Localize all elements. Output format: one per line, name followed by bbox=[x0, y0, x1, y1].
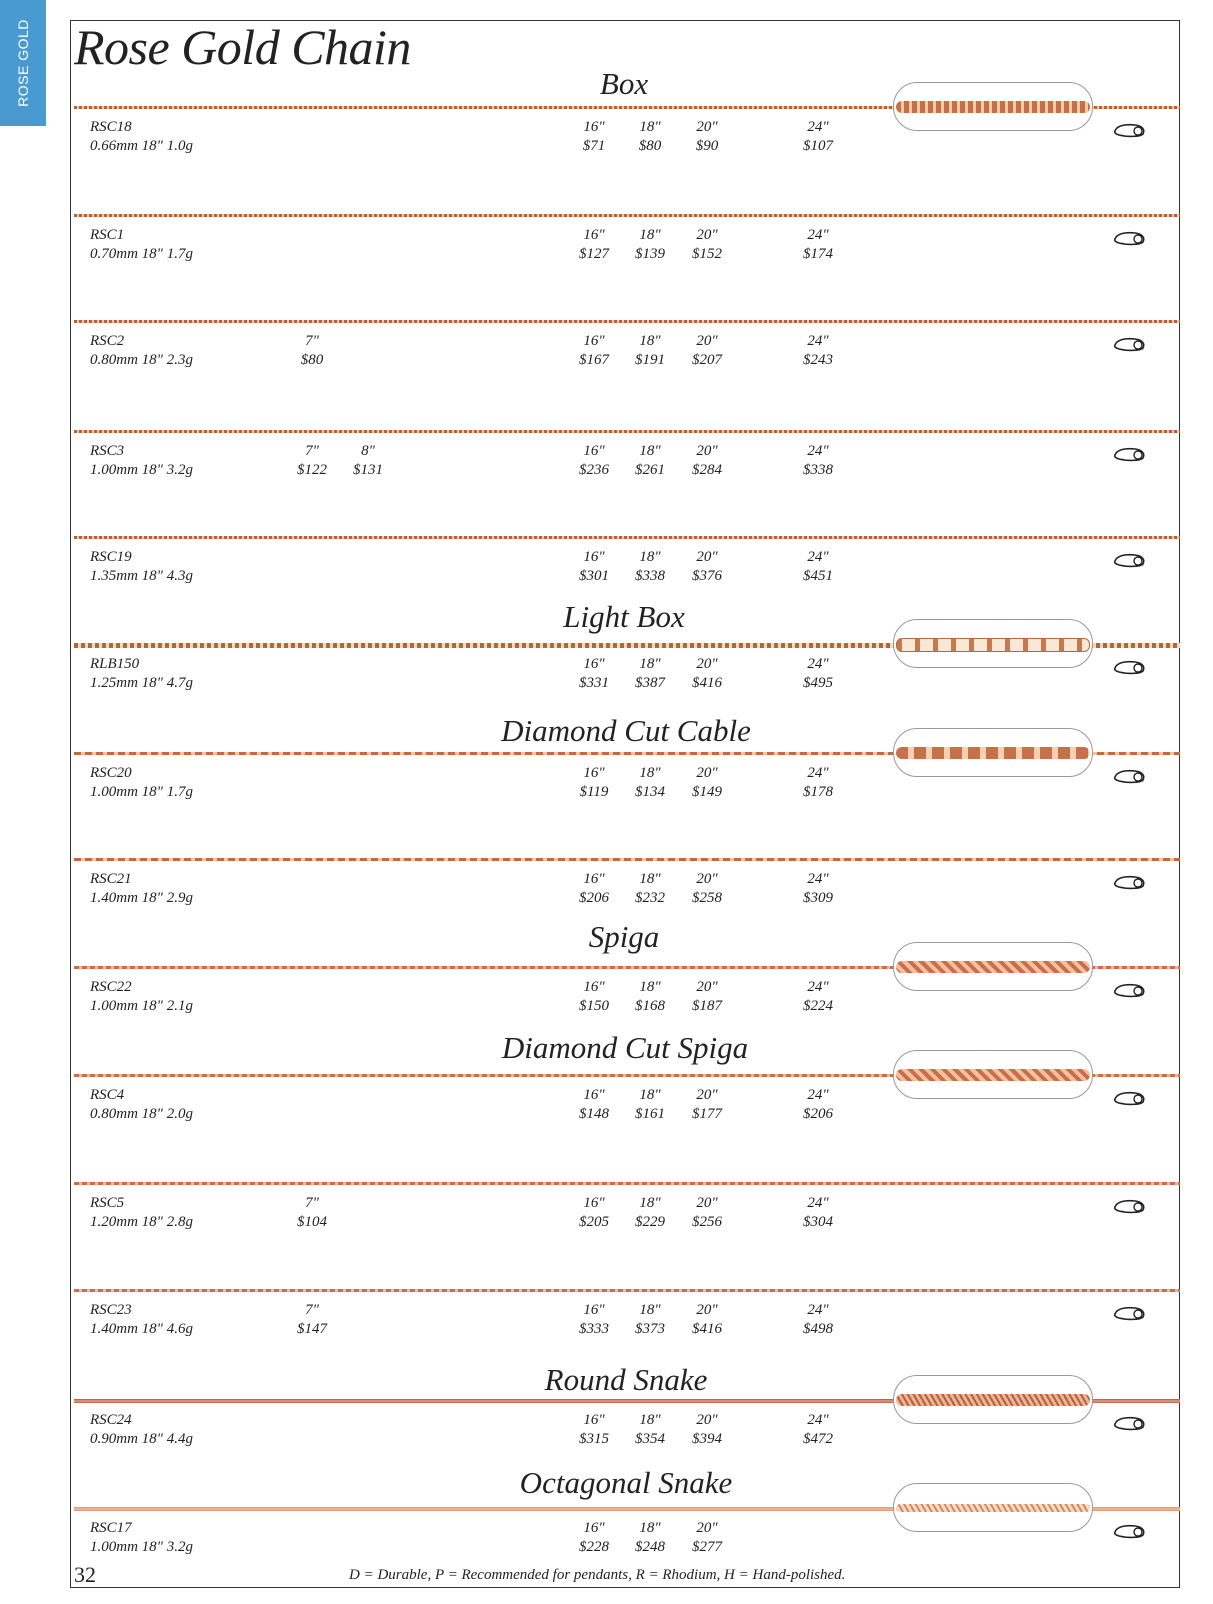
price-value: $376 bbox=[692, 568, 722, 584]
product-specs: 1.40mm 18" 4.6g bbox=[90, 1321, 193, 1337]
product-code: RSC24 bbox=[90, 1412, 132, 1428]
product-info bbox=[90, 548, 193, 586]
price-cell bbox=[622, 1519, 678, 1557]
price-value: $167 bbox=[579, 352, 609, 368]
length-label: 24" bbox=[807, 1412, 829, 1428]
length-label: 18" bbox=[639, 871, 661, 887]
price-cell bbox=[622, 1086, 678, 1124]
product-info bbox=[90, 655, 193, 693]
price-cell bbox=[790, 978, 846, 1016]
lobster-clasp-icon bbox=[1113, 874, 1147, 890]
clasp-ring bbox=[1134, 1203, 1142, 1211]
chain-closeup-icon bbox=[893, 728, 1093, 777]
clasp-ring bbox=[1134, 451, 1142, 459]
price-cell bbox=[679, 442, 735, 480]
price-cell bbox=[679, 1086, 735, 1124]
chain-closeup-icon bbox=[893, 619, 1093, 668]
clasp-ring bbox=[1134, 987, 1142, 995]
price-value: $277 bbox=[692, 1539, 722, 1555]
product-info bbox=[90, 1519, 193, 1557]
price-cell bbox=[679, 1301, 735, 1339]
product-code: RSC23 bbox=[90, 1302, 132, 1318]
price-value: $333 bbox=[579, 1321, 609, 1337]
product-info bbox=[90, 1194, 193, 1232]
price-value: $228 bbox=[579, 1539, 609, 1555]
length-label: 24" bbox=[807, 227, 829, 243]
lobster-clasp-icon bbox=[1113, 552, 1147, 568]
chain-strand bbox=[74, 858, 1180, 861]
price-cell bbox=[566, 332, 622, 370]
price-cell bbox=[790, 548, 846, 586]
price-value: $258 bbox=[692, 890, 722, 906]
length-label: 16" bbox=[583, 549, 605, 565]
length-label: 24" bbox=[807, 119, 829, 135]
lobster-clasp-icon bbox=[1113, 982, 1147, 998]
product-code: RSC19 bbox=[90, 549, 132, 565]
clasp-ring bbox=[1134, 341, 1142, 349]
price-value: $261 bbox=[635, 462, 665, 478]
length-label: 7" bbox=[305, 333, 319, 349]
length-label: 20" bbox=[696, 1412, 718, 1428]
price-value: $104 bbox=[297, 1214, 327, 1230]
product-specs: 0.80mm 18" 2.0g bbox=[90, 1106, 193, 1122]
price-cell bbox=[622, 1194, 678, 1232]
price-cell bbox=[566, 548, 622, 586]
price-cell bbox=[622, 442, 678, 480]
length-label: 20" bbox=[696, 1195, 718, 1211]
price-value: $232 bbox=[635, 890, 665, 906]
length-label: 20" bbox=[696, 333, 718, 349]
product-code: RSC22 bbox=[90, 979, 132, 995]
product-info bbox=[90, 1086, 193, 1124]
price-cell bbox=[566, 1086, 622, 1124]
section-tab bbox=[0, 0, 46, 126]
chain-closeup-icon bbox=[893, 1375, 1093, 1424]
chain-closeup-links bbox=[896, 1504, 1090, 1512]
price-value: $338 bbox=[803, 462, 833, 478]
chain-closeup-icon bbox=[893, 82, 1093, 131]
price-value: $472 bbox=[803, 1431, 833, 1447]
price-cell bbox=[566, 1301, 622, 1339]
length-label: 20" bbox=[696, 1302, 718, 1318]
price-cell bbox=[790, 764, 846, 802]
price-value: $168 bbox=[635, 998, 665, 1014]
length-label: 20" bbox=[696, 656, 718, 672]
length-label: 7" bbox=[305, 1195, 319, 1211]
price-value: $161 bbox=[635, 1106, 665, 1122]
chain-strand bbox=[74, 1289, 1180, 1292]
price-cell bbox=[566, 764, 622, 802]
price-cell bbox=[622, 1411, 678, 1449]
clasp-ring bbox=[1134, 127, 1142, 135]
price-value: $304 bbox=[803, 1214, 833, 1230]
chain-closeup-icon bbox=[893, 1483, 1093, 1532]
clasp-ring bbox=[1134, 773, 1142, 781]
length-label: 18" bbox=[639, 765, 661, 781]
section-heading-octagonal-snake: Octagonal Snake bbox=[519, 1465, 733, 1500]
price-value: $354 bbox=[635, 1431, 665, 1447]
price-value: $71 bbox=[582, 138, 606, 154]
price-cell bbox=[790, 1086, 846, 1124]
chain-strand bbox=[74, 320, 1180, 323]
length-label: 16" bbox=[583, 765, 605, 781]
product-specs: 0.90mm 18" 4.4g bbox=[90, 1431, 193, 1447]
length-label: 16" bbox=[583, 1087, 605, 1103]
lobster-clasp-icon bbox=[1113, 1090, 1147, 1106]
product-specs: 0.80mm 18" 2.3g bbox=[90, 352, 193, 368]
length-label: 24" bbox=[807, 656, 829, 672]
price-value: $122 bbox=[297, 462, 327, 478]
length-label: 24" bbox=[807, 333, 829, 349]
clasp-ring bbox=[1134, 557, 1142, 565]
length-label: 18" bbox=[639, 443, 661, 459]
lobster-clasp-icon bbox=[1113, 122, 1147, 138]
price-cell bbox=[566, 978, 622, 1016]
price-value: $149 bbox=[692, 784, 722, 800]
price-cell bbox=[679, 118, 735, 156]
price-value: $207 bbox=[692, 352, 722, 368]
chain-strand bbox=[74, 214, 1180, 217]
price-cell bbox=[679, 764, 735, 802]
length-label: 16" bbox=[583, 119, 605, 135]
length-label: 18" bbox=[639, 1520, 661, 1536]
price-value: $178 bbox=[803, 784, 833, 800]
section-heading-box: Box bbox=[599, 66, 649, 101]
price-cell bbox=[622, 332, 678, 370]
length-label: 24" bbox=[807, 871, 829, 887]
product-info bbox=[90, 226, 193, 264]
product-specs: 1.00mm 18" 3.2g bbox=[90, 462, 193, 478]
price-cell bbox=[790, 1411, 846, 1449]
price-cell bbox=[284, 1194, 340, 1232]
clasp-ring bbox=[1134, 235, 1142, 243]
product-specs: 1.40mm 18" 2.9g bbox=[90, 890, 193, 906]
price-value: $394 bbox=[692, 1431, 722, 1447]
price-cell bbox=[566, 118, 622, 156]
tab-label: ROSE GOLD bbox=[15, 19, 31, 107]
price-value: $119 bbox=[579, 784, 609, 800]
length-label: 24" bbox=[807, 549, 829, 565]
price-cell bbox=[790, 118, 846, 156]
length-label: 16" bbox=[583, 227, 605, 243]
price-cell bbox=[566, 655, 622, 693]
length-label: 8" bbox=[361, 443, 375, 459]
price-cell bbox=[622, 764, 678, 802]
length-label: 18" bbox=[639, 227, 661, 243]
length-label: 20" bbox=[696, 1520, 718, 1536]
price-value: $498 bbox=[803, 1321, 833, 1337]
length-label: 16" bbox=[583, 1302, 605, 1318]
length-label: 20" bbox=[696, 227, 718, 243]
length-label: 24" bbox=[807, 443, 829, 459]
clasp-ring bbox=[1134, 1095, 1142, 1103]
length-label: 20" bbox=[696, 765, 718, 781]
legend-footnote: D = Durable, P = Recommended for pendants, R = Rhodium, H = Hand-polished. bbox=[349, 1567, 846, 1583]
length-label: 16" bbox=[583, 979, 605, 995]
price-value: $107 bbox=[803, 138, 833, 154]
price-value: $331 bbox=[579, 675, 609, 691]
lobster-clasp-icon bbox=[1113, 768, 1147, 784]
length-label: 18" bbox=[639, 656, 661, 672]
product-code: RSC2 bbox=[90, 333, 125, 349]
price-value: $127 bbox=[579, 246, 609, 262]
price-cell bbox=[566, 870, 622, 908]
product-info bbox=[90, 978, 193, 1016]
length-label: 20" bbox=[696, 871, 718, 887]
price-value: $90 bbox=[695, 138, 719, 154]
product-code: RSC21 bbox=[90, 871, 132, 887]
price-cell bbox=[622, 655, 678, 693]
product-code: RSC1 bbox=[90, 227, 125, 243]
price-value: $150 bbox=[579, 998, 609, 1014]
lobster-clasp-icon bbox=[1113, 659, 1147, 675]
length-label: 20" bbox=[696, 1087, 718, 1103]
lobster-clasp-icon bbox=[1113, 336, 1147, 352]
price-cell bbox=[566, 226, 622, 264]
price-cell bbox=[622, 548, 678, 586]
chain-closeup-icon bbox=[893, 942, 1093, 991]
price-cell bbox=[622, 226, 678, 264]
price-value: $80 bbox=[300, 352, 324, 368]
price-cell bbox=[679, 978, 735, 1016]
length-label: 16" bbox=[583, 1412, 605, 1428]
product-code: RSC20 bbox=[90, 765, 132, 781]
chain-closeup-links bbox=[896, 747, 1090, 759]
product-code: RSC4 bbox=[90, 1087, 125, 1103]
length-label: 18" bbox=[639, 1302, 661, 1318]
price-value: $80 bbox=[638, 138, 662, 154]
price-value: $147 bbox=[297, 1321, 327, 1337]
product-code: RLB150 bbox=[90, 656, 140, 672]
length-label: 24" bbox=[807, 1302, 829, 1318]
price-cell bbox=[622, 118, 678, 156]
price-value: $187 bbox=[692, 998, 722, 1014]
clasp-ring bbox=[1134, 879, 1142, 887]
length-label: 18" bbox=[639, 1195, 661, 1211]
price-cell bbox=[679, 1194, 735, 1232]
product-specs: 1.00mm 18" 2.1g bbox=[90, 998, 193, 1014]
section-heading-spiga: Spiga bbox=[588, 919, 660, 954]
price-cell bbox=[679, 1519, 735, 1557]
price-cell bbox=[679, 548, 735, 586]
price-value: $229 bbox=[635, 1214, 665, 1230]
price-value: $174 bbox=[803, 246, 833, 262]
lobster-clasp-icon bbox=[1113, 1305, 1147, 1321]
product-specs: 1.25mm 18" 4.7g bbox=[90, 675, 193, 691]
length-label: 20" bbox=[696, 979, 718, 995]
page-number: 32 bbox=[74, 1562, 96, 1587]
price-cell bbox=[679, 226, 735, 264]
price-value: $191 bbox=[635, 352, 665, 368]
product-info bbox=[90, 764, 193, 802]
price-value: $315 bbox=[579, 1431, 609, 1447]
length-label: 24" bbox=[807, 1195, 829, 1211]
length-label: 20" bbox=[696, 119, 718, 135]
length-label: 16" bbox=[583, 443, 605, 459]
length-label: 20" bbox=[696, 443, 718, 459]
price-cell bbox=[679, 870, 735, 908]
product-code: RSC17 bbox=[90, 1520, 132, 1536]
length-label: 18" bbox=[639, 333, 661, 349]
chain-strand bbox=[74, 536, 1180, 539]
price-value: $301 bbox=[579, 568, 609, 584]
price-value: $373 bbox=[635, 1321, 665, 1337]
clasp-ring bbox=[1134, 1528, 1142, 1536]
chain-closeup-links bbox=[896, 1394, 1090, 1406]
lobster-clasp-icon bbox=[1113, 1523, 1147, 1539]
length-label: 18" bbox=[639, 119, 661, 135]
clasp-ring bbox=[1134, 1310, 1142, 1318]
price-value: $451 bbox=[803, 568, 833, 584]
length-label: 24" bbox=[807, 765, 829, 781]
price-value: $224 bbox=[803, 998, 833, 1014]
price-value: $152 bbox=[692, 246, 722, 262]
length-label: 18" bbox=[639, 1087, 661, 1103]
price-value: $495 bbox=[803, 675, 833, 691]
length-label: 16" bbox=[583, 333, 605, 349]
section-heading-diamond-cut-spiga: Diamond Cut Spiga bbox=[501, 1030, 749, 1065]
product-info bbox=[90, 442, 193, 480]
length-label: 7" bbox=[305, 1302, 319, 1318]
price-cell bbox=[679, 655, 735, 693]
page-title: Rose Gold Chain bbox=[74, 19, 411, 75]
price-cell bbox=[790, 655, 846, 693]
price-cell bbox=[566, 1519, 622, 1557]
clasp-ring bbox=[1134, 664, 1142, 672]
price-cell bbox=[679, 332, 735, 370]
price-value: $284 bbox=[692, 462, 722, 478]
price-cell bbox=[790, 1194, 846, 1232]
product-specs: 0.70mm 18" 1.7g bbox=[90, 246, 193, 262]
price-value: $148 bbox=[579, 1106, 609, 1122]
price-cell bbox=[679, 1411, 735, 1449]
length-label: 16" bbox=[583, 1195, 605, 1211]
section-heading-round-snake: Round Snake bbox=[544, 1362, 708, 1397]
product-specs: 0.66mm 18" 1.0g bbox=[90, 138, 193, 154]
product-code: RSC5 bbox=[90, 1195, 125, 1211]
product-specs: 1.35mm 18" 4.3g bbox=[90, 568, 193, 584]
product-specs: 1.00mm 18" 3.2g bbox=[90, 1539, 193, 1555]
length-label: 18" bbox=[639, 549, 661, 565]
price-value: $416 bbox=[692, 1321, 722, 1337]
price-value: $416 bbox=[692, 675, 722, 691]
length-label: 18" bbox=[639, 979, 661, 995]
price-cell bbox=[790, 226, 846, 264]
product-info bbox=[90, 1301, 193, 1339]
price-cell bbox=[622, 1301, 678, 1339]
price-value: $387 bbox=[635, 675, 665, 691]
section-heading-light-box: Light Box bbox=[563, 599, 685, 634]
price-cell bbox=[284, 1301, 340, 1339]
price-value: $248 bbox=[635, 1539, 665, 1555]
chain-strand bbox=[74, 1182, 1180, 1185]
chain-closeup-links bbox=[896, 101, 1090, 113]
price-value: $243 bbox=[803, 352, 833, 368]
length-label: 18" bbox=[639, 1412, 661, 1428]
price-value: $206 bbox=[803, 1106, 833, 1122]
lobster-clasp-icon bbox=[1113, 1198, 1147, 1214]
clasp-ring bbox=[1134, 1420, 1142, 1428]
length-label: 16" bbox=[583, 656, 605, 672]
price-value: $256 bbox=[692, 1214, 722, 1230]
price-value: $139 bbox=[635, 246, 665, 262]
chain-closeup-links bbox=[896, 1069, 1090, 1081]
product-info bbox=[90, 332, 193, 370]
price-value: $338 bbox=[635, 568, 665, 584]
price-value: $205 bbox=[579, 1214, 609, 1230]
price-cell bbox=[790, 870, 846, 908]
product-info bbox=[90, 1411, 193, 1449]
lobster-clasp-icon bbox=[1113, 230, 1147, 246]
chain-closeup-links bbox=[896, 961, 1090, 973]
price-cell bbox=[284, 442, 340, 480]
price-value: $177 bbox=[692, 1106, 722, 1122]
price-value: $236 bbox=[579, 462, 609, 478]
price-cell bbox=[790, 442, 846, 480]
price-cell bbox=[284, 332, 340, 370]
price-cell bbox=[790, 332, 846, 370]
product-info bbox=[90, 118, 193, 156]
product-specs: 1.20mm 18" 2.8g bbox=[90, 1214, 193, 1230]
product-info bbox=[90, 870, 193, 908]
length-label: 16" bbox=[583, 871, 605, 887]
length-label: 24" bbox=[807, 979, 829, 995]
length-label: 24" bbox=[807, 1087, 829, 1103]
price-cell bbox=[566, 1411, 622, 1449]
price-cell bbox=[566, 442, 622, 480]
product-code: RSC18 bbox=[90, 119, 132, 135]
product-specs: 1.00mm 18" 1.7g bbox=[90, 784, 193, 800]
price-cell bbox=[622, 870, 678, 908]
price-value: $131 bbox=[353, 462, 383, 478]
price-cell bbox=[622, 978, 678, 1016]
length-label: 7" bbox=[305, 443, 319, 459]
lobster-clasp-icon bbox=[1113, 446, 1147, 462]
lobster-clasp-icon bbox=[1113, 1415, 1147, 1431]
price-cell bbox=[566, 1194, 622, 1232]
chain-closeup-icon bbox=[893, 1050, 1093, 1099]
price-cell bbox=[340, 442, 396, 480]
chain-strand bbox=[74, 430, 1180, 433]
section-heading-diamond-cut-cable: Diamond Cut Cable bbox=[501, 713, 751, 748]
price-value: $309 bbox=[803, 890, 833, 906]
price-cell bbox=[790, 1301, 846, 1339]
product-code: RSC3 bbox=[90, 443, 125, 459]
chain-closeup-links bbox=[896, 638, 1090, 652]
length-label: 20" bbox=[696, 549, 718, 565]
price-value: $134 bbox=[635, 784, 665, 800]
price-value: $206 bbox=[579, 890, 609, 906]
length-label: 16" bbox=[583, 1520, 605, 1536]
